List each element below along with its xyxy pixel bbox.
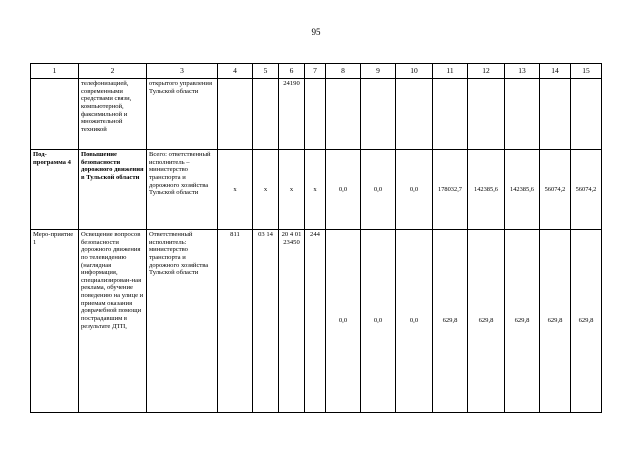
cell-value — [218, 79, 253, 150]
column-number-row — [31, 64, 602, 79]
page-number: 95 — [311, 27, 321, 37]
row-executor: Всего: ответственный исполнитель – министерство транспорта и дорожного хозяйства Тульской области — [147, 150, 218, 230]
row-name: Освещение вопросов безопасности дорожного движения по телевидению (наглядная информация, специализирован-ная реклама, обучение поведению на улице и приемам оказания доврачебной помощи пострадавшим в результате ДТП, — [79, 230, 147, 413]
cell-value: 629,8 — [468, 230, 505, 413]
column-number: 4 — [218, 64, 253, 79]
cell-value: 0,0 — [361, 230, 396, 413]
cell-value — [505, 79, 540, 150]
row-code — [31, 79, 79, 150]
row-executor: Ответственный исполнитель: министерство транспорта и дорожного хозяйства Тульской области — [147, 230, 218, 413]
cell-value: 0,0 — [396, 150, 433, 230]
cell-value: 56074,2 — [571, 150, 602, 230]
cell-value: 629,8 — [571, 230, 602, 413]
cell-value — [326, 79, 361, 150]
cell-value — [433, 79, 468, 150]
cell-value — [396, 79, 433, 150]
cell-value: 629,8 — [505, 230, 540, 413]
cell-value: 244 — [305, 230, 326, 413]
table-row — [31, 150, 602, 230]
row-name: телефонизацией, современными средствами связи, компьютерной, факсимильной и множительной техникой — [79, 79, 147, 150]
row-executor: открытого управления Тульской области — [147, 79, 218, 150]
cell-value — [540, 79, 571, 150]
table-row — [31, 79, 602, 150]
cell-value: 142385,6 — [468, 150, 505, 230]
table-row — [31, 230, 602, 413]
cell-value — [361, 79, 396, 150]
column-number: 1 — [31, 64, 79, 79]
column-number: 12 — [468, 64, 505, 79]
cell-value: x — [218, 150, 253, 230]
cell-value: 0,0 — [361, 150, 396, 230]
cell-value — [468, 79, 505, 150]
row-name: Повышение безопасности дорожного движения в Тульской области — [79, 150, 147, 230]
cell-value: 629,8 — [433, 230, 468, 413]
cell-value: 20 4 01 23450 — [279, 230, 305, 413]
column-number: 13 — [505, 64, 540, 79]
cell-value: 811 — [218, 230, 253, 413]
column-number: 7 — [305, 64, 326, 79]
row-code: Под-программа 4 — [31, 150, 79, 230]
column-number: 15 — [571, 64, 602, 79]
column-number: 3 — [147, 64, 218, 79]
cell-value: x — [253, 150, 279, 230]
column-number: 10 — [396, 64, 433, 79]
cell-value: 629,8 — [540, 230, 571, 413]
row-code: Меро-приятие 1 — [31, 230, 79, 413]
column-number: 11 — [433, 64, 468, 79]
cell-value: 178032,7 — [433, 150, 468, 230]
column-number: 8 — [326, 64, 361, 79]
cell-value — [571, 79, 602, 150]
column-number: 6 — [279, 64, 305, 79]
cell-value — [305, 79, 326, 150]
cell-value: 0,0 — [326, 230, 361, 413]
budget-table — [30, 63, 602, 413]
column-number: 2 — [79, 64, 147, 79]
cell-value: x — [305, 150, 326, 230]
cell-value: x — [279, 150, 305, 230]
cell-value: 0,0 — [396, 230, 433, 413]
column-number: 5 — [253, 64, 279, 79]
cell-value: 24190 — [279, 79, 305, 150]
cell-value: 03 14 — [253, 230, 279, 413]
cell-value — [253, 79, 279, 150]
column-number: 9 — [361, 64, 396, 79]
cell-value: 0,0 — [326, 150, 361, 230]
cell-value: 56074,2 — [540, 150, 571, 230]
cell-value: 142385,6 — [505, 150, 540, 230]
column-number: 14 — [540, 64, 571, 79]
